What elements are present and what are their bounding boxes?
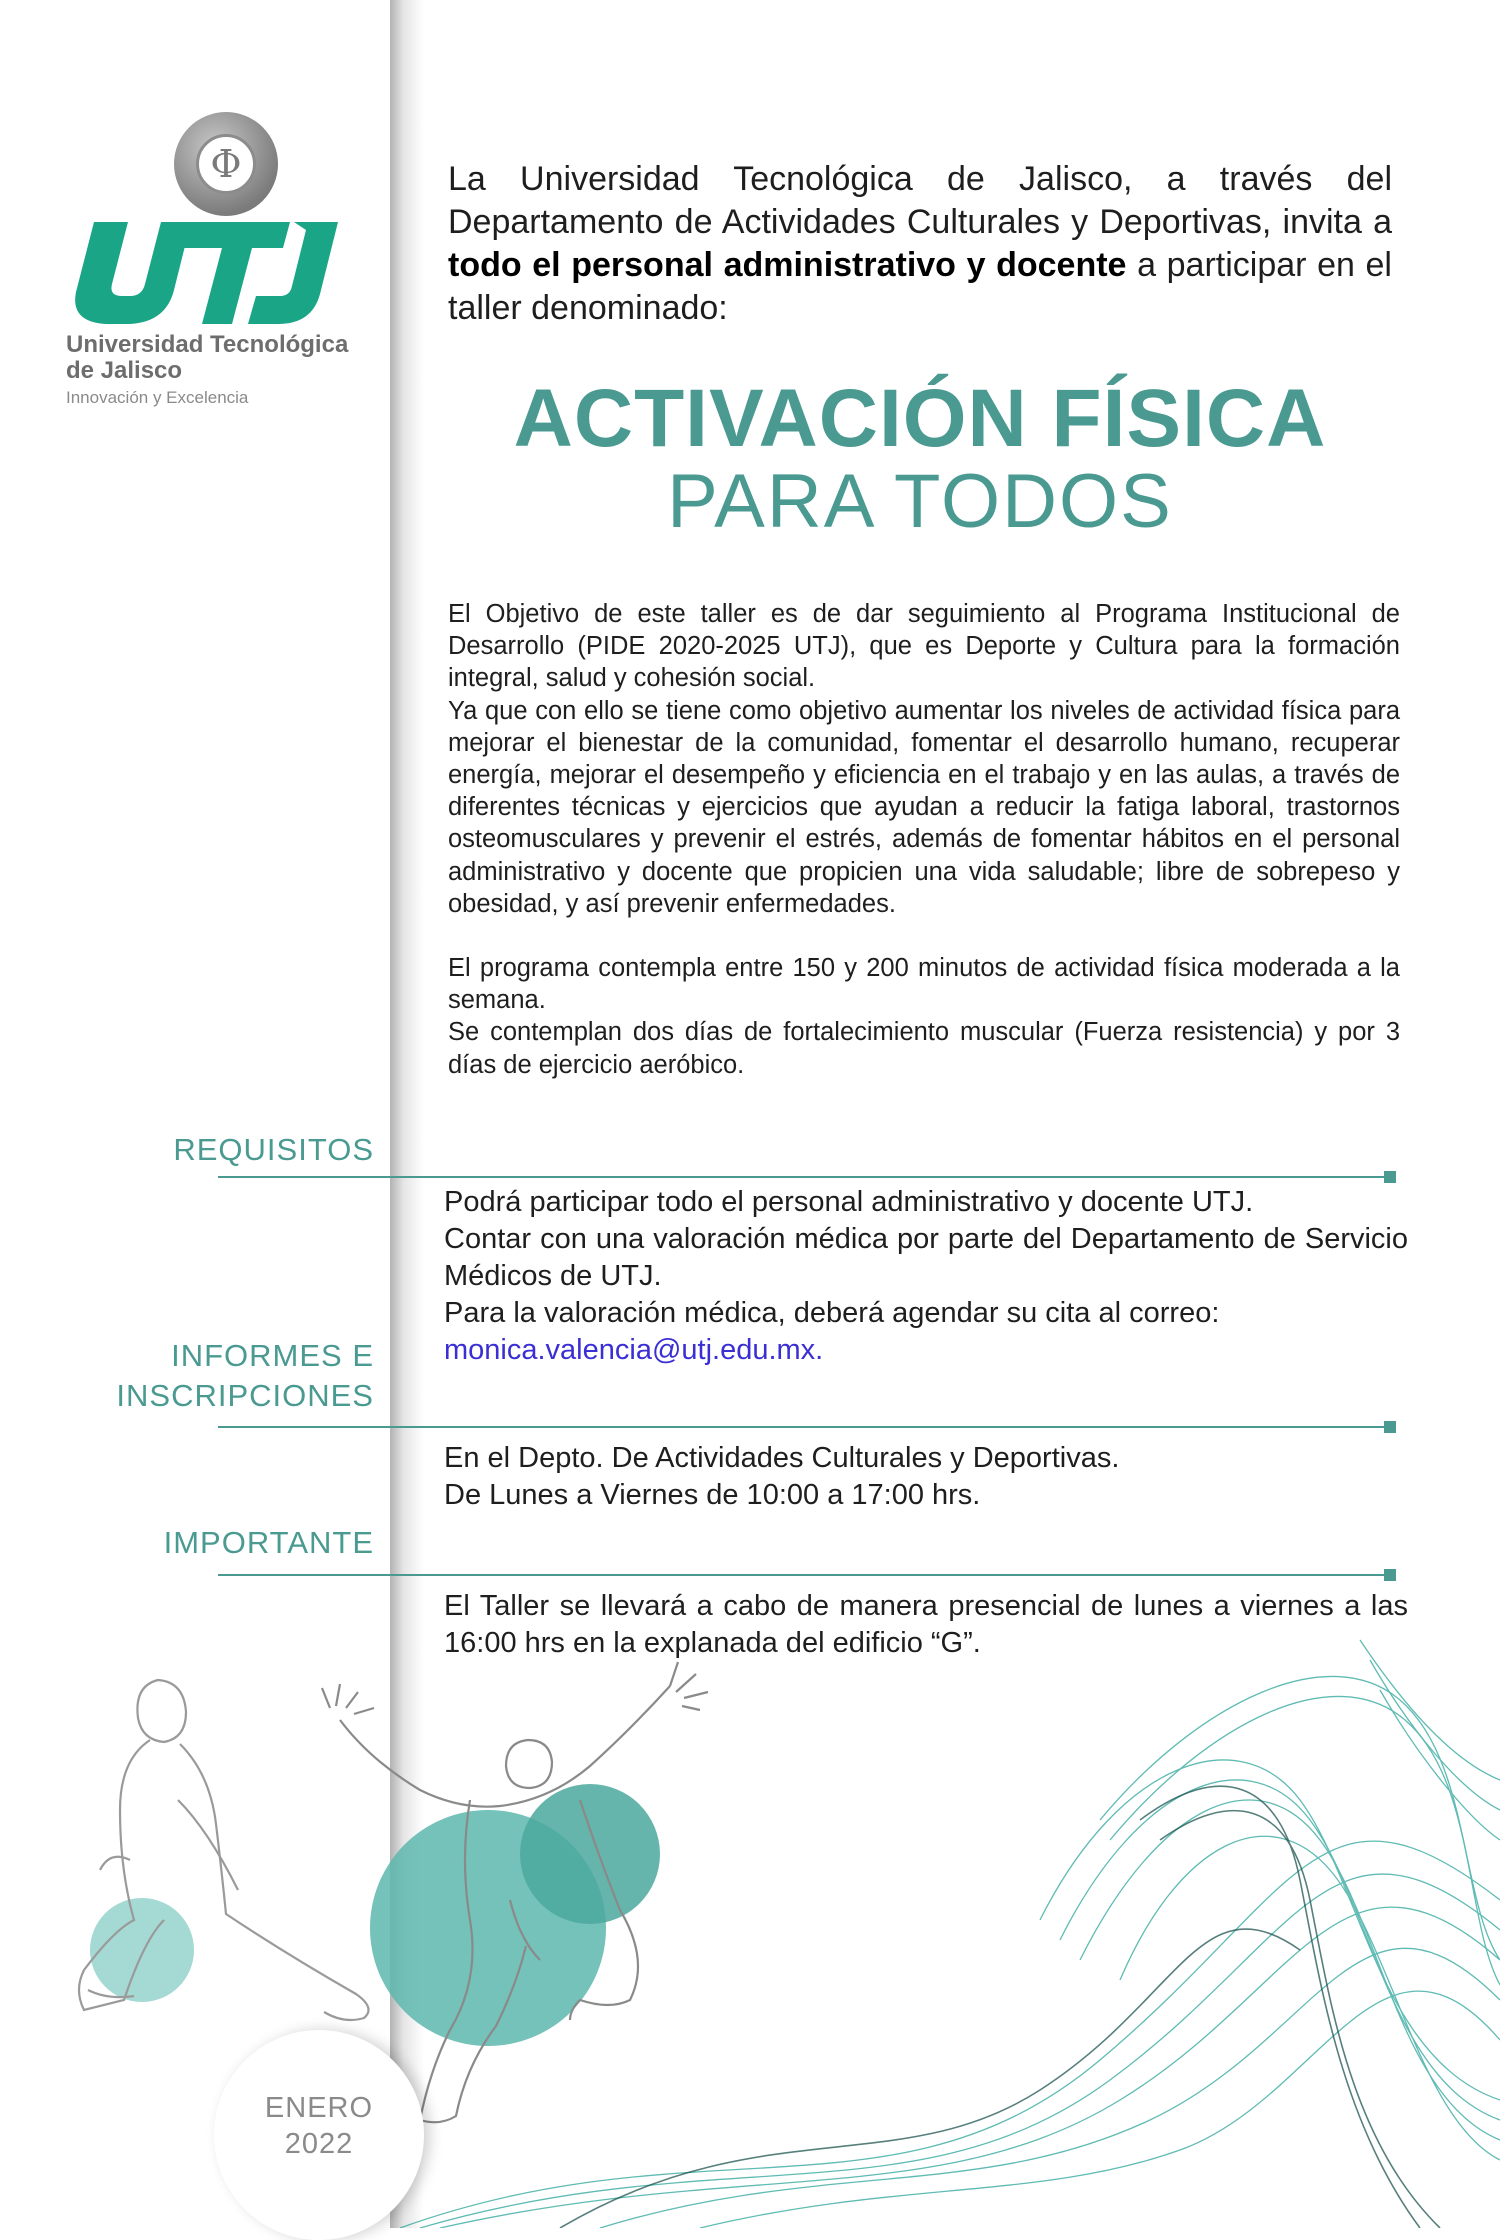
- informes-line2: De Lunes a Viernes de 10:00 a 17:00 hrs.: [444, 1479, 981, 1511]
- title-line1: ACTIVACIÓN FÍSICA: [513, 373, 1327, 464]
- title-line2: PARA TODOS: [667, 459, 1173, 544]
- importante-label: IMPORTANTE: [163, 1525, 374, 1560]
- requisitos-line2: Contar con una valoración médica por parte del Departamento de Servicio Médicos de UTJ.: [444, 1223, 1408, 1292]
- intro-part1: La Universidad Tecnológica de Jalisco, a través del Departamento de Actividades Culturales y Deportivas, invita a: [448, 160, 1392, 241]
- dark-wave-lines: [560, 1786, 1440, 2228]
- informes-line1: En el Depto. De Actividades Culturales y Deportivas.: [444, 1442, 1120, 1474]
- requisitos-divider-end: [1384, 1171, 1396, 1183]
- goals-paragraph: Ya que con ello se tiene como objetivo aumentar los niveles de actividad física para mejorar el bienestar de la comunidad, fomentar el desarrollo humano, recuperar energía, mejorar el desempeño y eficiencia en el trabajo y en las aulas, a través de diferentes técnicas y ejercicios que ayudan a reducir la fatiga laboral, trastornos osteomusculares y prevenir el estrés, además de fomentar hábitos en el personal administrativo y docente que propicien una vida saludable; libre de sobrepeso y obesidad, y así prevenir enfermedades.: [448, 696, 1400, 918]
- objective-paragraph: El Objetivo de este taller es de dar seguimiento al Programa Institucional de Desarrollo (PIDE 2020-2025 UTJ), que es Deporte y Cultura para la formación integral, salud y cohesión social.: [448, 600, 1400, 693]
- date-year: 2022: [284, 2128, 354, 2160]
- requisitos-line1: Podrá participar todo el personal administrativo y docente UTJ.: [444, 1186, 1254, 1218]
- requisitos-line3: Para la valoración médica, deberá agendar su cita al correo:: [444, 1297, 1220, 1329]
- teal-wave-lines-icon: [400, 1640, 1500, 2228]
- informes-label-line1: INFORMES E: [171, 1338, 374, 1373]
- informes-text: [444, 1440, 1408, 1514]
- university-name: [66, 332, 366, 384]
- utj-logo-icon: [66, 222, 346, 326]
- requisitos-label: REQUISITOS: [173, 1132, 374, 1167]
- informes-label: [116, 1336, 374, 1416]
- phi-seal-icon: Φ: [196, 134, 256, 194]
- date-text: [214, 2090, 424, 2162]
- contact-email-link[interactable]: monica.valencia@utj.edu.mx.: [444, 1334, 824, 1366]
- requisitos-text: [444, 1184, 1408, 1369]
- informes-divider-end: [1384, 1421, 1396, 1433]
- date-month: ENERO: [264, 2092, 374, 2124]
- importante-line1: El Taller se llevará a cabo de manera presencial de lunes a viernes a las 16:00 hrs en la explanada del edificio “G”.: [444, 1590, 1408, 1659]
- informes-divider: [218, 1426, 1388, 1428]
- program-paragraph: El programa contempla entre 150 y 200 minutos de actividad física moderada a la semana.: [448, 954, 1400, 1015]
- sidebar-shadow: [390, 0, 424, 2228]
- schedule-paragraph: Se contemplan dos días de fortalecimiento muscular (Fuerza resistencia) y por 3 días de ejercicio aeróbico.: [448, 1018, 1400, 1079]
- objective-body: [448, 598, 1400, 1081]
- importante-divider-end: [1384, 1569, 1396, 1581]
- university-name-line2: de Jalisco: [66, 357, 183, 384]
- importante-text: [444, 1588, 1408, 1662]
- university-name-line1: Universidad Tecnológica: [66, 331, 349, 358]
- informes-label-line2: INSCRIPCIONES: [116, 1378, 374, 1413]
- importante-divider: [218, 1574, 1388, 1576]
- intro-bold: todo el personal administrativo y docente: [448, 246, 1127, 284]
- intro-paragraph: [448, 158, 1392, 330]
- intro-part2: a participar en el taller denominado:: [448, 246, 1392, 327]
- requisitos-divider: [218, 1176, 1388, 1178]
- university-tagline: Innovación y Excelencia: [66, 388, 249, 407]
